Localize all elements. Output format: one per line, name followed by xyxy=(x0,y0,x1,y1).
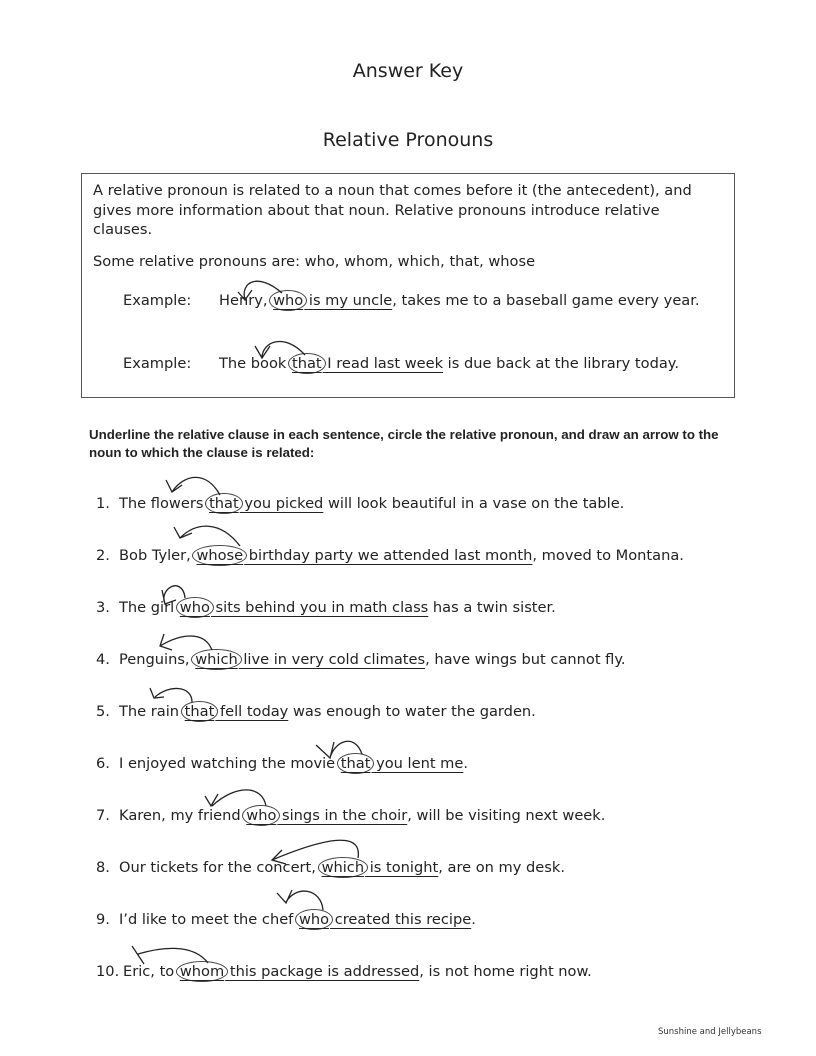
clause-rest: you picked xyxy=(239,495,324,512)
example-pre: The book xyxy=(219,355,291,372)
relative-clause xyxy=(298,911,471,928)
sentence-post: , have wings but cannot fly. xyxy=(425,651,626,668)
example-1 xyxy=(123,292,700,309)
clause-rest: fell today xyxy=(215,703,289,720)
relative-clause xyxy=(184,703,289,720)
circled-pronoun: that xyxy=(337,753,375,774)
circled-pronoun: who xyxy=(269,290,307,311)
clause-rest: live in very cold climates xyxy=(238,651,426,668)
question-number: 10. xyxy=(96,963,120,980)
arrow-icon xyxy=(150,688,192,702)
relative-clause xyxy=(245,807,407,824)
clause-rest: created this recipe xyxy=(330,911,472,928)
relative-clause xyxy=(321,859,439,876)
sentence-post: was enough to water the garden. xyxy=(288,703,536,720)
pronoun-list: Some relative pronouns are: who, whom, which, that, whose xyxy=(93,253,536,270)
sentence-pre: Our tickets for the concert, xyxy=(119,859,321,876)
clause-rest: is tonight xyxy=(365,859,439,876)
sentence-post: has a twin sister. xyxy=(428,599,556,616)
question-item xyxy=(96,755,468,772)
sentence-pre: Bob Tyler, xyxy=(119,547,196,564)
circled-pronoun: that xyxy=(181,701,219,722)
circled-pronoun: which xyxy=(191,649,242,670)
sentence-post: . xyxy=(463,755,469,772)
arrow-icon xyxy=(174,526,240,546)
relative-clause xyxy=(194,651,425,668)
sentence-pre: Karen, my friend xyxy=(119,807,246,824)
sentence-post: . xyxy=(471,911,476,928)
sentence-post: will look beautiful in a vase on the table. xyxy=(323,495,625,512)
circled-pronoun: who xyxy=(295,909,333,930)
circled-pronoun: whose xyxy=(192,545,247,566)
clause-rest: you lent me xyxy=(371,755,464,772)
question-item xyxy=(96,547,684,564)
sentence-pre: I enjoyed watching the movie xyxy=(119,755,340,772)
question-item xyxy=(96,911,476,928)
sentence-pre: The rain xyxy=(119,703,184,720)
example-label: Example: xyxy=(123,355,192,372)
clause-rest: is my uncle xyxy=(304,292,393,309)
question-number: 8. xyxy=(96,859,110,876)
question-item xyxy=(96,963,592,980)
page-subtitle: Relative Pronouns xyxy=(322,129,494,151)
sentence-pre: The flowers xyxy=(119,495,209,512)
question-item xyxy=(96,807,605,824)
question-number: 7. xyxy=(96,807,110,824)
circled-pronoun: whom xyxy=(176,961,228,982)
relative-clause xyxy=(179,599,428,616)
question-number: 6. xyxy=(96,755,110,772)
sentence-post: , will be visiting next week. xyxy=(407,807,606,824)
page-title: Answer Key xyxy=(352,60,464,82)
circled-pronoun: which xyxy=(318,857,369,878)
sentence-pre: Eric, to xyxy=(123,963,179,980)
sentence-post: , is not home right now. xyxy=(419,963,592,980)
sentence-post: , moved to Montana. xyxy=(532,547,684,564)
example-post: , takes me to a baseball game every year. xyxy=(392,292,700,309)
sentence-post: , are on my desk. xyxy=(438,859,565,876)
question-number: 9. xyxy=(96,911,110,928)
example-label: Example: xyxy=(123,292,192,309)
circled-pronoun: who xyxy=(242,805,280,826)
question-item xyxy=(96,859,565,876)
arrow-icon xyxy=(277,890,323,910)
relative-clause xyxy=(195,547,532,564)
arrow-icon xyxy=(205,790,266,806)
question-item xyxy=(96,599,556,616)
relative-clause xyxy=(272,292,392,309)
footer-credit: Sunshine and Jellybeans xyxy=(658,1027,762,1037)
question-number: 1. xyxy=(96,495,110,512)
relative-clause xyxy=(179,963,419,980)
example-2 xyxy=(123,355,679,372)
clause-rest: this package is addressed xyxy=(225,963,420,980)
clause-rest: sits behind you in math class xyxy=(210,599,429,616)
circled-pronoun: that xyxy=(288,353,326,374)
instructions: Underline the relative clause in each sentence, circle the relative pronoun, and draw an arrow to the noun to which the clause is related: xyxy=(89,427,719,460)
question-item xyxy=(96,703,536,720)
arrow-icon xyxy=(166,477,220,495)
arrow-icon xyxy=(160,634,212,650)
relative-clause xyxy=(291,355,443,372)
question-number: 5. xyxy=(96,703,110,720)
sentence-pre: The girl xyxy=(119,599,179,616)
clause-rest: I read last week xyxy=(322,355,444,372)
definition-text: A relative pronoun is related to a noun that comes before it (the antecedent), and gives more information about that noun. Relative pronouns introduce relative clauses. xyxy=(93,182,692,238)
question-item xyxy=(96,651,626,668)
question-item xyxy=(96,495,624,512)
relative-clause xyxy=(340,755,464,772)
question-number: 2. xyxy=(96,547,110,564)
circled-pronoun: that xyxy=(205,493,243,514)
sentence-pre: I’d like to meet the chef xyxy=(119,911,298,928)
relative-clause xyxy=(208,495,323,512)
sentence-pre: Penguins, xyxy=(119,651,195,668)
circled-pronoun: who xyxy=(176,597,214,618)
clause-rest: sings in the choir xyxy=(277,807,408,824)
question-number: 4. xyxy=(96,651,110,668)
question-number: 3. xyxy=(96,599,110,616)
example-pre: Henry, xyxy=(219,292,273,309)
clause-rest: birthday party we attended last month xyxy=(244,547,533,564)
example-post: is due back at the library today. xyxy=(443,355,679,372)
